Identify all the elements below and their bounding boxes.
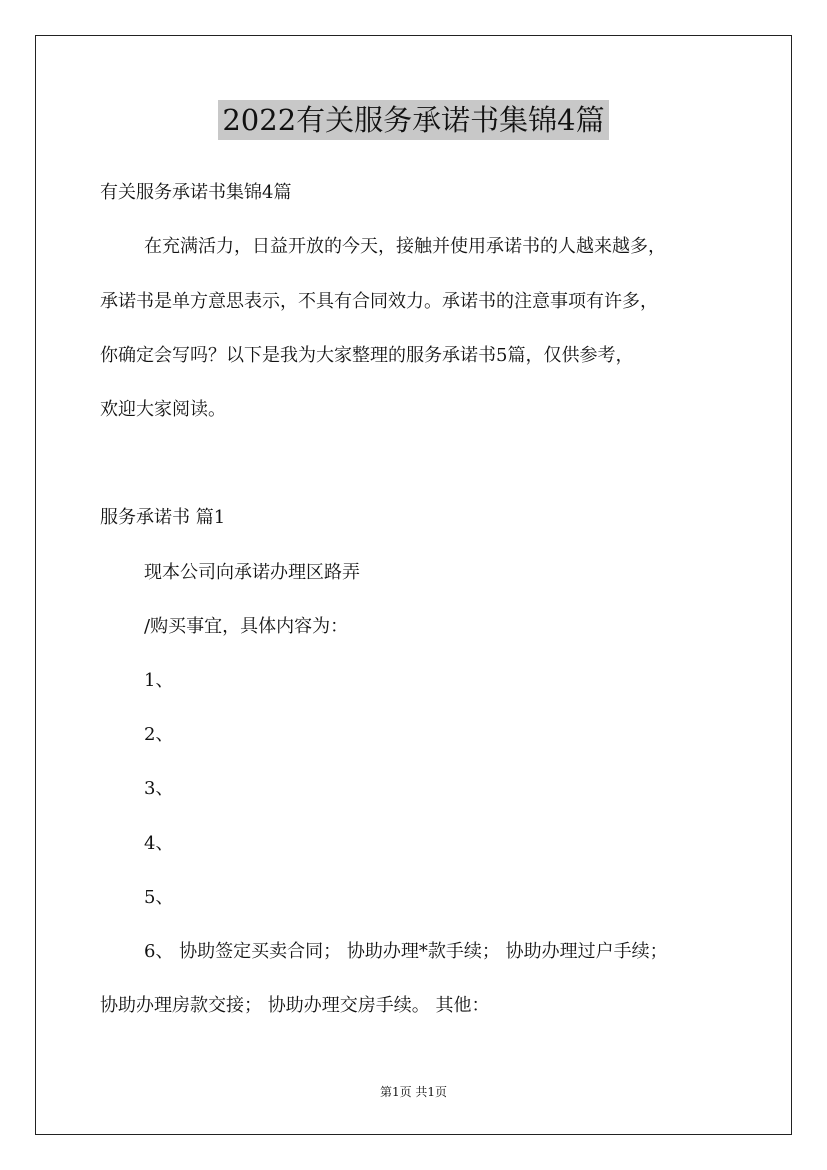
document-subtitle: 有关服务承诺书集锦4篇 [100,182,292,203]
intro-line: 承诺书是单方意思表示，不具有合同效力。承诺书的注意事项有许多， [100,291,658,312]
list-item: 4、 [144,833,174,854]
document-title: 2022有关服务承诺书集锦4篇 [218,100,608,140]
title-container [0,100,827,140]
intro-line: 你确定会写吗？以下是我为大家整理的服务承诺书5篇，仅供参考， [100,345,634,366]
list-item: 1、 [144,670,174,691]
intro-line: 在充满活力，日益开放的今天，接触并使用承诺书的人越来越多， [144,236,666,257]
list-item: 3、 [144,778,174,799]
section-heading: 服务承诺书 篇1 [100,507,226,528]
body-line: /购买事宜，具体内容为： [144,616,349,637]
list-item: 6、 协助签定买卖合同； 协助办理*款手续； 协助办理过户手续； [144,941,668,962]
page-footer: 第1页 共1页 [379,1085,448,1099]
intro-line: 欢迎大家阅读。 [100,399,226,420]
body-line: 现本公司向承诺办理区路弄 [144,562,360,583]
list-item: 2、 [144,724,174,745]
body-line: 协助办理房款交接； 协助办理交房手续。 其他： [100,995,490,1016]
list-item: 5、 [144,887,174,908]
